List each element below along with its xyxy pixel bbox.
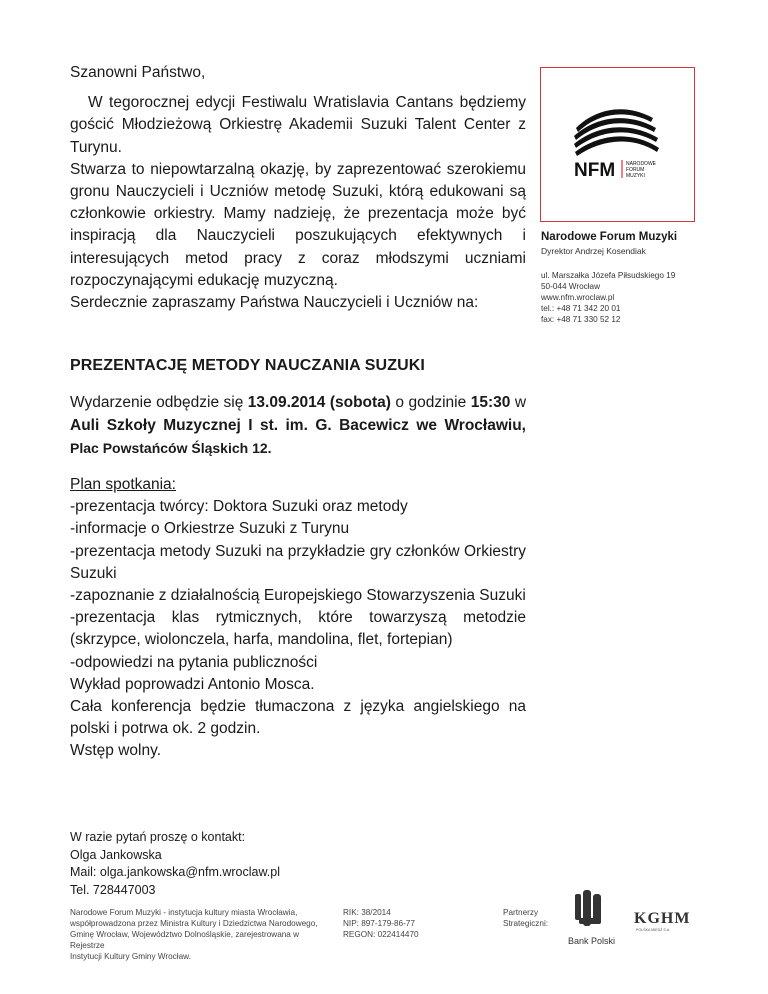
plan-item: -odpowiedzi na pytania publiczności [70,653,318,671]
nfm-logo-letters: NFM [574,160,616,181]
contact-block [70,829,280,899]
plan-item: -prezentacja metody Suzuki na przykładzie gry członków Orkiestry Suzuki [70,542,526,582]
invitation-line: Serdecznie zapraszamy Państwa Nauczycieli i Uczniów na: [70,294,479,312]
partners-label-line: Partnerzy [503,908,539,917]
nfm-logo-frame [540,67,695,222]
contact-name: Olga Jankowska [70,847,162,862]
event-time: 15:30 [470,394,511,411]
regon-number: REGON: 022414470 [343,930,419,939]
translation-line: Cała konferencja będzie tłumaczona z języka angielskiego na polski i potrwa ok. 2 godzin. [70,698,526,738]
footer-legal [70,907,335,962]
organization-address [541,270,741,325]
phone-line: tel.: +48 71 342 20 01 [541,304,621,313]
footer-identifiers [343,907,419,940]
bank-name: Bank Polski [568,936,616,946]
address-line: ul. Marszałka Józefa Piłsudskiego 19 [541,271,676,280]
lecturer-line: Wykład poprowadzi Antonio Mosca. [70,675,315,693]
logo-word: FORUM [626,167,645,173]
pko-emblem-icon [575,890,601,926]
contact-line: W razie pytań proszę o kontakt: [70,830,246,844]
logo-word: MUZYKI [626,173,645,179]
event-text: Wydarzenie odbędzie się [70,394,248,411]
event-details [70,392,526,461]
plan-title: Plan spotkania: [70,476,176,493]
logo-word: NARODOWE [626,161,656,167]
plan-item: -informacje o Orkiestrze Suzuki z Turynu [70,520,350,538]
intro-paragraph: W tegorocznej edycji Festiwalu Wratislavia Cantans będziemy gościć Młodzieżową Orkiestrę Akademii Suzuki Talent Center z Turynu. [70,94,526,156]
admission-line: Wstęp wolny. [70,742,162,760]
event-venue: Auli Szkoły Muzycznej I st. im. G. Bacewicz we Wrocławiu, [70,417,526,435]
event-heading: PREZENTACJĘ METODY NAUCZANIA SUZUKI [70,357,425,374]
event-text: o godzinie [390,394,471,411]
legal-line: Gminę Wrocław, Województwo Dolnośląskie, zarejestrowana w Rejestrze [70,930,300,950]
nfm-logo [541,68,696,223]
nip-number: NIP: 897-179-86-77 [343,919,415,928]
legal-line: Narodowe Forum Muzyki - instytucja kultury miasta Wrocławia, [70,908,298,917]
plan-item: -prezentacja klas rytmicznych, które towarzyszą metodzie (skrzypce, wiolonczela, harfa, mandolina, flet, fortepian) [70,609,526,649]
nfm-wave-icon [574,109,659,156]
rik-number: RIK: 38/2014 [343,908,391,917]
plan-item: -prezentacja twórcy: Doktora Suzuki oraz metody [70,498,408,516]
partners-label [503,907,548,929]
website-link[interactable]: www.nfm.wroclaw.pl [541,293,615,302]
organization-info [541,231,741,325]
contact-email[interactable]: Mail: olga.jankowska@nfm.wroclaw.pl [70,865,280,879]
event-address: Plac Powstańców Śląskich 12. [70,440,272,457]
partners-label-line: Strategiczni: [503,919,549,928]
plan-item: -zapoznanie z działalnością Europejskiego Stowarzyszenia Suzuki [70,587,526,605]
organization-director: Dyrektor Andrzej Kosendiak [541,246,646,256]
fax-line: fax: +48 71 330 52 12 [541,315,621,324]
intro-paragraph: Stwarza to niepowtarzalną okazję, by zaprezentować szerokiemu gronu Nauczycieli i Uczniów metodę Suzuki, którą edukowani są członkowie orkiestry. Mamy nadzieję, że prezentacja może być inspiracją dla Nauczycieli poszukujących efektywnych i interesujących metod pracy z coraz młodszymi uczniami rozpoczynającymi edukację muzyczną. [70,160,526,289]
kghm-logo [634,908,704,934]
event-date: 13.09.2014 (sobota) [247,394,391,411]
greeting: Szanowni Państwo, [70,64,206,81]
organization-name: Narodowe Forum Muzyki [541,231,678,243]
letter-body [70,62,526,314]
address-line: 50-044 Wrocław [541,282,601,291]
bank-polski-logo [565,888,620,950]
event-text: w [510,394,527,411]
legal-line: współprowadzona przez Ministra Kultury i Dziedzictwa Narodowego, [70,919,318,928]
kghm-subtitle: POLSKA MIEDŹ S.A. [636,928,671,932]
legal-line: Instytucji Kultury Gminy Wrocław. [70,952,191,961]
kghm-wordmark: KGHM [634,910,691,927]
contact-phone: Tel. 728447003 [70,882,156,897]
meeting-plan [70,474,526,763]
